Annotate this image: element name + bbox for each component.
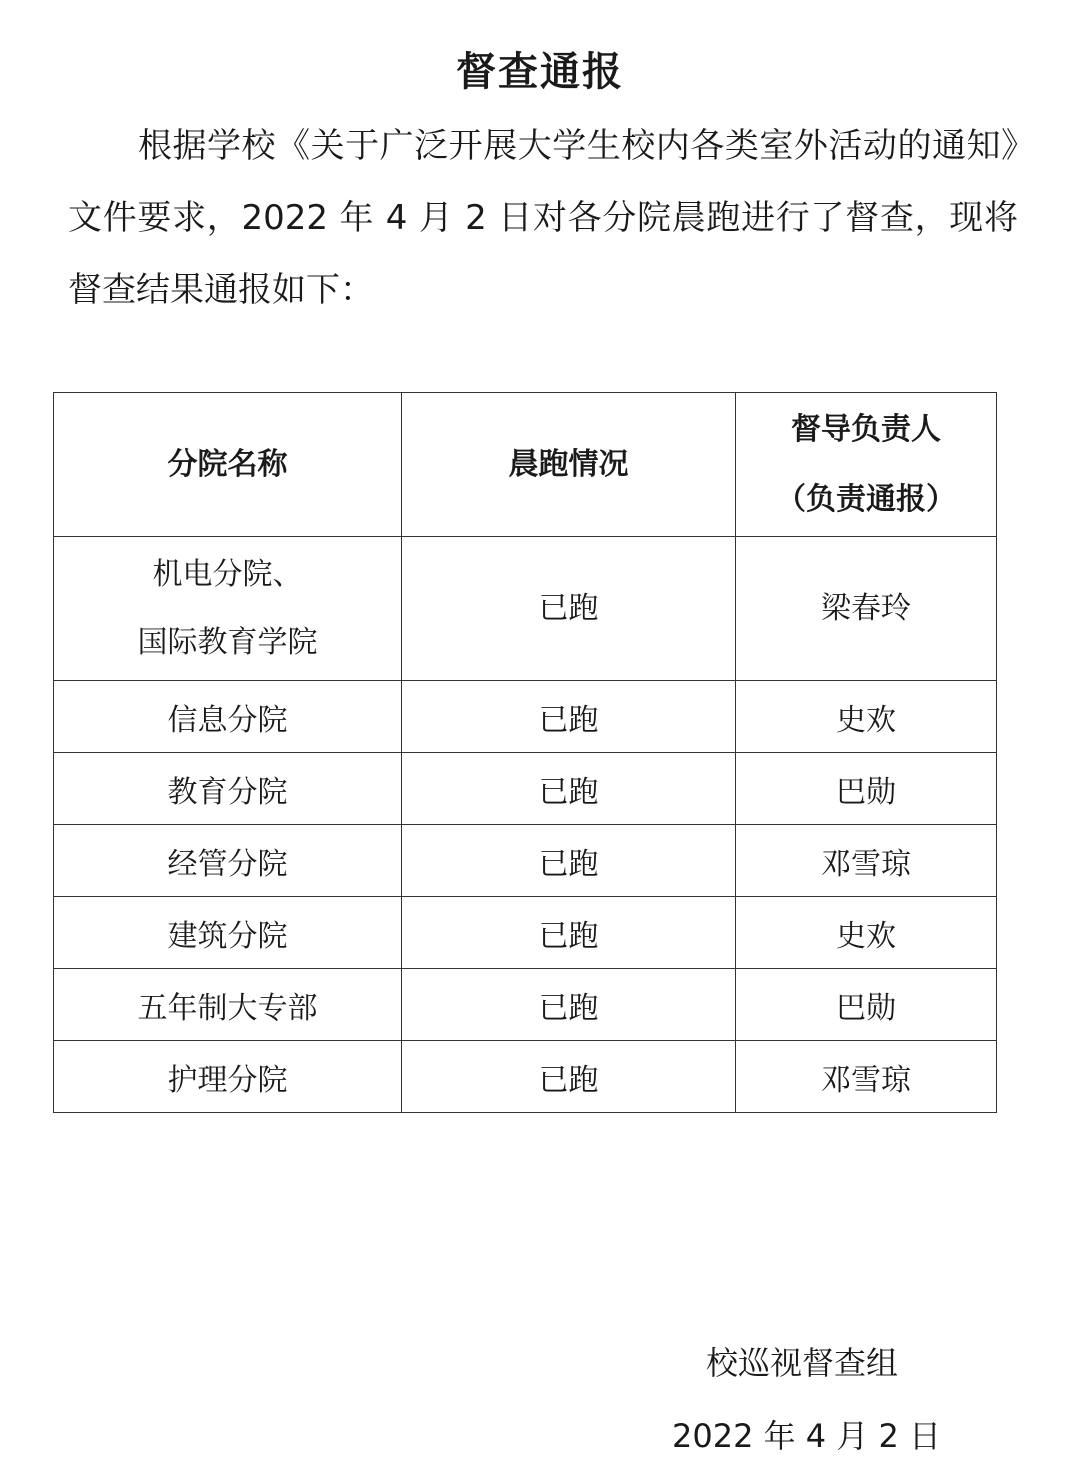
cell-status: 已跑 bbox=[402, 681, 736, 753]
cell-status: 已跑 bbox=[402, 897, 736, 969]
inspection-table bbox=[53, 392, 997, 1113]
cell-supervisor: 邓雪琼 bbox=[736, 825, 997, 897]
cell-college: 护理分院 bbox=[54, 1041, 402, 1113]
cell-supervisor: 史欢 bbox=[736, 897, 997, 969]
table-header-row bbox=[54, 393, 997, 537]
signature-org: 校巡视督查组 bbox=[706, 1344, 899, 1382]
cell-status: 已跑 bbox=[402, 1041, 736, 1113]
cell-college: 五年制大专部 bbox=[54, 969, 402, 1041]
table-row bbox=[54, 897, 997, 969]
cell-college: 信息分院 bbox=[54, 681, 402, 753]
table-row bbox=[54, 825, 997, 897]
table-row bbox=[54, 537, 997, 681]
cell-supervisor: 史欢 bbox=[736, 681, 997, 753]
cell-status: 已跑 bbox=[402, 825, 736, 897]
cell-status: 已跑 bbox=[402, 969, 736, 1041]
table-row bbox=[54, 753, 997, 825]
cell-college-line1: 机电分院、 bbox=[152, 556, 303, 592]
header-college: 分院名称 bbox=[54, 393, 402, 537]
table-row bbox=[54, 1041, 997, 1113]
cell-college: 教育分院 bbox=[54, 753, 402, 825]
header-status: 晨跑情况 bbox=[402, 393, 736, 537]
header-supervisor-line2: （负责通报） bbox=[776, 481, 956, 517]
cell-supervisor: 巴勋 bbox=[736, 753, 997, 825]
cell-college bbox=[54, 537, 402, 681]
cell-status: 已跑 bbox=[402, 537, 736, 681]
header-supervisor-line1: 督导负责人 bbox=[791, 411, 941, 447]
cell-supervisor: 邓雪琼 bbox=[736, 1041, 997, 1113]
page-title: 督查通报 bbox=[456, 49, 624, 95]
intro-paragraph: 根据学校《关于广泛开展大学生校内各类室外活动的通知》文件要求，2022 年 4 月 2 日对各分院晨跑进行了督查，现将督查结果通报如下： bbox=[68, 126, 1018, 310]
cell-supervisor: 巴勋 bbox=[736, 969, 997, 1041]
table-row bbox=[54, 969, 997, 1041]
cell-supervisor: 梁春玲 bbox=[736, 537, 997, 681]
signature-date: 2022 年 4 月 2 日 bbox=[672, 1417, 942, 1455]
cell-college: 建筑分院 bbox=[54, 897, 402, 969]
table-row bbox=[54, 681, 997, 753]
cell-status: 已跑 bbox=[402, 753, 736, 825]
header-supervisor bbox=[736, 393, 997, 537]
cell-college: 经管分院 bbox=[54, 825, 402, 897]
cell-college-line2: 国际教育学院 bbox=[137, 624, 318, 660]
